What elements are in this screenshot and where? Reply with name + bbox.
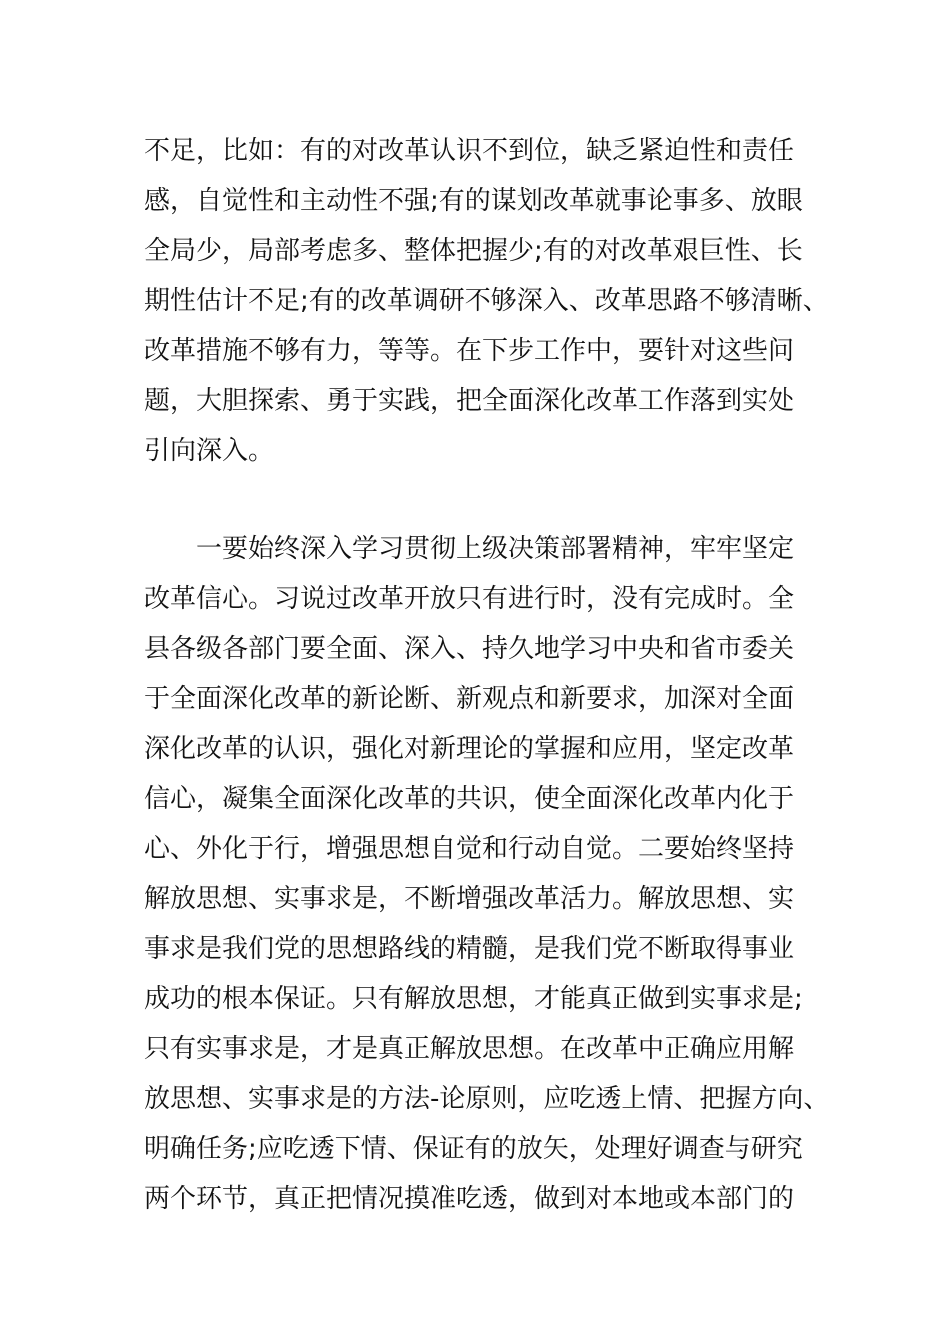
text-line: 题，大胆探索、勇于实践，把全面深化改革工作落到实处 xyxy=(144,386,795,416)
paragraph-2 xyxy=(144,524,834,1224)
text-line: 心、外化于行，增强思想自觉和行动自觉。二要始终坚持 xyxy=(144,834,795,864)
text-line: 放思想、实事求是的方法-论原则，应吃透上情、把握方向、 xyxy=(144,1084,830,1114)
paragraph-1 xyxy=(144,126,834,476)
text-line: 全局少，局部考虑多、整体把握少;有的对改革艰巨性、长 xyxy=(144,236,803,266)
text-line: 只有实事求是，才是真正解放思想。在改革中正确应用解 xyxy=(144,1034,795,1064)
text-line: 解放思想、实事求是，不断增强改革活力。解放思想、实 xyxy=(144,884,795,914)
text-line: 事求是我们党的思想路线的精髓，是我们党不断取得事业 xyxy=(144,934,795,964)
text-line: 成功的根本保证。只有解放思想，才能真正做到实事求是; xyxy=(144,984,803,1014)
text-line: 深化改革的认识，强化对新理论的掌握和应用，坚定改革 xyxy=(144,734,795,764)
text-line: 县各级各部门要全面、深入、持久地学习中央和省市委关 xyxy=(144,634,795,664)
text-line: 感，自觉性和主动性不强;有的谋划改革就事论事多、放眼 xyxy=(144,186,803,216)
text-line: 信心，凝集全面深化改革的共识，使全面深化改革内化于 xyxy=(144,784,795,814)
text-line: 两个环节，真正把情况摸准吃透，做到对本地或本部门的 xyxy=(144,1184,795,1214)
text-line: 一要始终深入学习贯彻上级决策部署精神，牢牢坚定 xyxy=(196,534,795,564)
text-line: 于全面深化改革的新论断、新观点和新要求，加深对全面 xyxy=(144,684,795,714)
text-line: 改革信心。习说过改革开放只有进行时，没有完成时。全 xyxy=(144,584,795,614)
text-line: 引向深入。 xyxy=(144,436,275,466)
text-line: 明确任务;应吃透下情、保证有的放矢，处理好调查与研究 xyxy=(144,1134,803,1164)
text-line: 不足，比如：有的对改革认识不到位，缺乏紧迫性和责任 xyxy=(144,136,795,166)
text-line: 期性估计不足;有的改革调研不够深入、改革思路不够清晰、 xyxy=(144,286,829,316)
text-line: 改革措施不够有力，等等。在下步工作中，要针对这些问 xyxy=(144,336,795,366)
